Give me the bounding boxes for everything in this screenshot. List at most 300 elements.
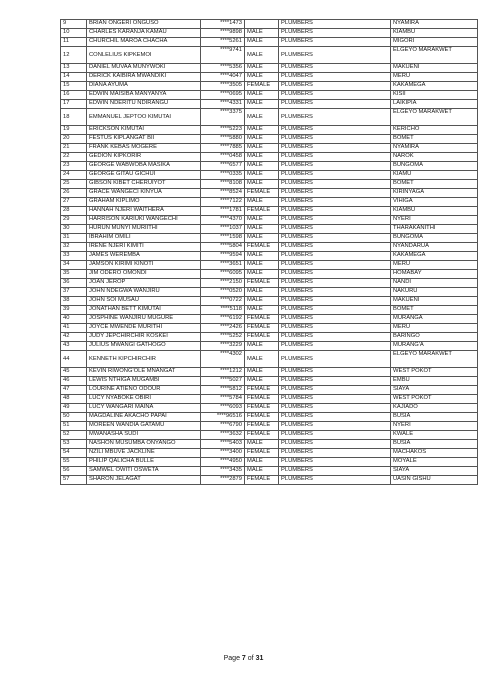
name-cell: GEORGE GITAU GICHUI — [87, 171, 201, 180]
row-number-cell: 27 — [61, 198, 87, 207]
gender-cell: FEMALE — [245, 82, 279, 91]
table-row — [61, 243, 478, 252]
gender-cell: MALE — [245, 38, 279, 47]
trade-cell: PLUMBERS — [279, 342, 391, 351]
row-number-cell: 10 — [61, 29, 87, 38]
county-cell: LAIKIPIA — [391, 100, 478, 109]
row-number-cell: 33 — [61, 252, 87, 261]
name-cell: NZILI MBUVE JACKLINE — [87, 449, 201, 458]
id-number-cell: ****6577 — [201, 162, 245, 171]
trade-cell: PLUMBERS — [279, 288, 391, 297]
name-cell: CHARLES KARANJA KAMAU — [87, 29, 201, 38]
trade-cell: PLUMBERS — [279, 351, 391, 368]
row-number-cell: 24 — [61, 171, 87, 180]
name-cell: JAMSON KIRIMI KINOTI — [87, 261, 201, 270]
id-number-cell: ****2150 — [201, 279, 245, 288]
name-cell: GEORGE WABWOBA MASIKA — [87, 162, 201, 171]
trade-cell: PLUMBERS — [279, 431, 391, 440]
county-cell: ELGEYO MARAKWET — [391, 351, 478, 368]
table-row — [61, 306, 478, 315]
county-cell: WEST POKOT — [391, 368, 478, 377]
id-number-cell: ****3505 — [201, 82, 245, 91]
name-cell: EDWIN MAISIBA MANYANYA — [87, 91, 201, 100]
table-row — [61, 368, 478, 377]
id-number-cell: ****7122 — [201, 198, 245, 207]
trade-cell: PLUMBERS — [279, 100, 391, 109]
gender-cell — [245, 20, 279, 29]
gender-cell: MALE — [245, 351, 279, 368]
gender-cell: MALE — [245, 162, 279, 171]
row-number-cell: 30 — [61, 225, 87, 234]
id-number-cell: ****8524 — [201, 189, 245, 198]
trade-cell: PLUMBERS — [279, 261, 391, 270]
trade-cell: PLUMBERS — [279, 333, 391, 342]
row-number-cell: 53 — [61, 440, 87, 449]
name-cell: PHILIP QALICHA BULLE — [87, 458, 201, 467]
county-cell: MIGORI — [391, 38, 478, 47]
row-number-cell: 17 — [61, 100, 87, 109]
table-row — [61, 458, 478, 467]
trade-cell: PLUMBERS — [279, 82, 391, 91]
id-number-cell: ****9741 — [201, 47, 245, 64]
name-cell: SHARON JELAGAT — [87, 476, 201, 485]
trade-cell: PLUMBERS — [279, 297, 391, 306]
table-row — [61, 431, 478, 440]
row-number-cell: 45 — [61, 368, 87, 377]
id-number-cell: ****5880 — [201, 135, 245, 144]
id-number-cell: ****4331 — [201, 100, 245, 109]
id-number-cell: ****5356 — [201, 64, 245, 73]
county-cell: NYAMIRA — [391, 20, 478, 29]
gender-cell: FEMALE — [245, 279, 279, 288]
table-row — [61, 47, 478, 64]
table-body — [61, 20, 478, 485]
id-number-cell: ****0335 — [201, 171, 245, 180]
table-row — [61, 342, 478, 351]
county-cell: ELGEYO MARAKWET — [391, 109, 478, 126]
table-row — [61, 207, 478, 216]
row-number-cell: 26 — [61, 189, 87, 198]
trade-cell: PLUMBERS — [279, 270, 391, 279]
row-number-cell: 22 — [61, 153, 87, 162]
gender-cell: MALE — [245, 29, 279, 38]
table-row — [61, 386, 478, 395]
county-cell: SIAYA — [391, 467, 478, 476]
id-number-cell: ****5804 — [201, 243, 245, 252]
trade-cell: PLUMBERS — [279, 126, 391, 135]
table-row — [61, 153, 478, 162]
county-cell: KIAMBU — [391, 29, 478, 38]
county-cell: MAKUENI — [391, 64, 478, 73]
table-row — [61, 109, 478, 126]
name-cell: JIM ODERO OMONDI — [87, 270, 201, 279]
trade-cell: PLUMBERS — [279, 91, 391, 100]
gender-cell: MALE — [245, 180, 279, 189]
row-number-cell: 47 — [61, 386, 87, 395]
gender-cell: MALE — [245, 225, 279, 234]
id-number-cell: ****4302 — [201, 351, 245, 368]
row-number-cell: 14 — [61, 73, 87, 82]
table-row — [61, 73, 478, 82]
county-cell: NYERI — [391, 216, 478, 225]
gender-cell: FEMALE — [245, 207, 279, 216]
row-number-cell: 50 — [61, 413, 87, 422]
id-number-cell: ****3229 — [201, 342, 245, 351]
gender-cell: MALE — [245, 234, 279, 243]
gender-cell: MALE — [245, 261, 279, 270]
gender-cell: MALE — [245, 440, 279, 449]
table-row — [61, 29, 478, 38]
row-number-cell: 11 — [61, 38, 87, 47]
gender-cell: MALE — [245, 73, 279, 82]
table-row — [61, 279, 478, 288]
row-number-cell: 55 — [61, 458, 87, 467]
table-row — [61, 467, 478, 476]
county-cell: HOMABAY — [391, 270, 478, 279]
id-number-cell: ****3375 — [201, 109, 245, 126]
name-cell: LUCY WANGARI MAINA — [87, 404, 201, 413]
trade-cell: PLUMBERS — [279, 216, 391, 225]
gender-cell: MALE — [245, 368, 279, 377]
gender-cell: MALE — [245, 467, 279, 476]
trade-cell: PLUMBERS — [279, 29, 391, 38]
county-cell: MERU — [391, 73, 478, 82]
trade-cell: PLUMBERS — [279, 153, 391, 162]
table-row — [61, 404, 478, 413]
table-row — [61, 476, 478, 485]
table-row — [61, 20, 478, 29]
id-number-cell: ****6192 — [201, 315, 245, 324]
table-row — [61, 64, 478, 73]
gender-cell: MALE — [245, 64, 279, 73]
trade-cell: PLUMBERS — [279, 109, 391, 126]
row-number-cell: 21 — [61, 144, 87, 153]
row-number-cell: 41 — [61, 324, 87, 333]
table-row — [61, 135, 478, 144]
county-cell: KERICHO — [391, 126, 478, 135]
id-number-cell: ****3435 — [201, 467, 245, 476]
gender-cell: MALE — [245, 100, 279, 109]
county-cell: THARAKANITHI — [391, 225, 478, 234]
gender-cell: MALE — [245, 270, 279, 279]
id-number-cell: ****0695 — [201, 91, 245, 100]
trade-cell: PLUMBERS — [279, 279, 391, 288]
county-cell: NANDI — [391, 279, 478, 288]
table-row — [61, 82, 478, 91]
table-row — [61, 225, 478, 234]
trade-cell: PLUMBERS — [279, 180, 391, 189]
row-number-cell: 13 — [61, 64, 87, 73]
row-number-cell: 19 — [61, 126, 87, 135]
table-row — [61, 171, 478, 180]
name-cell: FESTUS KIPLANGAT BII — [87, 135, 201, 144]
trade-cell: PLUMBERS — [279, 252, 391, 261]
gender-cell: MALE — [245, 306, 279, 315]
gender-cell: MALE — [245, 198, 279, 207]
row-number-cell: 23 — [61, 162, 87, 171]
table-row — [61, 449, 478, 458]
table-row — [61, 324, 478, 333]
county-cell: NYAMIRA — [391, 144, 478, 153]
county-cell: BUSIA — [391, 440, 478, 449]
name-cell: JAMES WEREMBA — [87, 252, 201, 261]
row-number-cell: 28 — [61, 207, 87, 216]
row-number-cell: 54 — [61, 449, 87, 458]
name-cell: JOSPHINE WANJIRU MUGURE — [87, 315, 201, 324]
table-row — [61, 144, 478, 153]
id-number-cell: ****1037 — [201, 225, 245, 234]
trade-cell: PLUMBERS — [279, 64, 391, 73]
name-cell: NASHON MUSUMBA ONYANGO — [87, 440, 201, 449]
row-number-cell: 31 — [61, 234, 87, 243]
table-row — [61, 377, 478, 386]
gender-cell: MALE — [245, 153, 279, 162]
trade-cell: PLUMBERS — [279, 47, 391, 64]
county-cell: MOYALE — [391, 458, 478, 467]
gender-cell: MALE — [245, 297, 279, 306]
table-row — [61, 216, 478, 225]
id-number-cell: ****4047 — [201, 73, 245, 82]
county-cell: BUSIA — [391, 413, 478, 422]
trade-cell: PLUMBERS — [279, 207, 391, 216]
county-cell: KAKAMEGA — [391, 82, 478, 91]
gender-cell: MALE — [245, 144, 279, 153]
row-number-cell: 51 — [61, 422, 87, 431]
county-cell: KISII — [391, 91, 478, 100]
table-row — [61, 440, 478, 449]
trade-cell: PLUMBERS — [279, 38, 391, 47]
county-cell: MAKUENI — [391, 297, 478, 306]
row-number-cell: 57 — [61, 476, 87, 485]
gender-cell: MALE — [245, 458, 279, 467]
table-row — [61, 198, 478, 207]
id-number-cell: ****2879 — [201, 476, 245, 485]
table-row — [61, 315, 478, 324]
gender-cell: MALE — [245, 377, 279, 386]
row-number-cell: 44 — [61, 351, 87, 368]
trade-cell: PLUMBERS — [279, 20, 391, 29]
trade-cell: PLUMBERS — [279, 234, 391, 243]
id-number-cell: ****9594 — [201, 252, 245, 261]
county-cell: WEST POKOT — [391, 395, 478, 404]
trade-cell: PLUMBERS — [279, 171, 391, 180]
gender-cell: MALE — [245, 216, 279, 225]
id-number-cell: ****6093 — [201, 404, 245, 413]
county-cell: NAKURU — [391, 288, 478, 297]
county-cell: KIAMBU — [391, 207, 478, 216]
id-number-cell: ****3651 — [201, 261, 245, 270]
gender-cell: FEMALE — [245, 386, 279, 395]
name-cell: ERICKSON KIMUTAI — [87, 126, 201, 135]
county-cell: BOMET — [391, 306, 478, 315]
row-number-cell: 56 — [61, 467, 87, 476]
gender-cell: FEMALE — [245, 189, 279, 198]
name-cell: CONLELIUS KIPKEMOI — [87, 47, 201, 64]
table-row — [61, 297, 478, 306]
row-number-cell: 18 — [61, 109, 87, 126]
name-cell: HARRISON KARIUKI WANGECHI — [87, 216, 201, 225]
name-cell: JULIUS MWANGI GATHOGO — [87, 342, 201, 351]
row-number-cell: 39 — [61, 306, 87, 315]
row-number-cell: 35 — [61, 270, 87, 279]
id-number-cell: ****5403 — [201, 440, 245, 449]
table-row — [61, 38, 478, 47]
table-row — [61, 413, 478, 422]
gender-cell: MALE — [245, 252, 279, 261]
table-row — [61, 189, 478, 198]
name-cell: IBRAHIM OMILI — [87, 234, 201, 243]
id-number-cell: ****4950 — [201, 458, 245, 467]
trade-cell: PLUMBERS — [279, 189, 391, 198]
row-number-cell: 20 — [61, 135, 87, 144]
id-number-cell: ****1212 — [201, 368, 245, 377]
county-cell: KIAMU — [391, 171, 478, 180]
table-row — [61, 351, 478, 368]
page-label: Page — [223, 655, 242, 662]
county-cell: MERU — [391, 261, 478, 270]
table-row — [61, 91, 478, 100]
id-number-cell: ****5261 — [201, 38, 245, 47]
gender-cell: MALE — [245, 171, 279, 180]
id-number-cell: ****8108 — [201, 180, 245, 189]
county-cell: MERU — [391, 324, 478, 333]
row-number-cell: 34 — [61, 261, 87, 270]
trade-cell: PLUMBERS — [279, 73, 391, 82]
name-cell: HANNAH NJERI WAITHERA — [87, 207, 201, 216]
county-cell: BARINGO — [391, 333, 478, 342]
name-cell: LOURINE ATIENO ODOUR — [87, 386, 201, 395]
name-cell: GRAHAM KIPLIMO — [87, 198, 201, 207]
name-cell: LUCY NYABOKE OBIRI — [87, 395, 201, 404]
county-cell: MACHAKOS — [391, 449, 478, 458]
row-number-cell: 25 — [61, 180, 87, 189]
table-row — [61, 100, 478, 109]
id-number-cell: ****5784 — [201, 395, 245, 404]
row-number-cell: 9 — [61, 20, 87, 29]
row-number-cell: 29 — [61, 216, 87, 225]
id-number-cell: ****1781 — [201, 207, 245, 216]
gender-cell: FEMALE — [245, 476, 279, 485]
name-cell: JOHN NDEGWA WANJIRU — [87, 288, 201, 297]
id-number-cell: ****1473 — [201, 20, 245, 29]
county-cell: NAROK — [391, 153, 478, 162]
table-row — [61, 333, 478, 342]
trade-cell: PLUMBERS — [279, 368, 391, 377]
county-cell: ELGEYO MARAKWET — [391, 47, 478, 64]
name-cell: JONATHAN BETT KIMUTAI — [87, 306, 201, 315]
trade-cell: PLUMBERS — [279, 243, 391, 252]
gender-cell: FEMALE — [245, 243, 279, 252]
row-number-cell: 36 — [61, 279, 87, 288]
county-cell: NYERI — [391, 422, 478, 431]
gender-cell: MALE — [245, 135, 279, 144]
name-cell: HURUN MUNYI MURIITHI — [87, 225, 201, 234]
id-number-cell: ****0458 — [201, 153, 245, 162]
name-cell: GEDION KIPKORIR — [87, 153, 201, 162]
gender-cell: FEMALE — [245, 449, 279, 458]
name-cell: DIANA AYUMA — [87, 82, 201, 91]
id-number-cell: ****6095 — [201, 270, 245, 279]
id-number-cell: ****2426 — [201, 324, 245, 333]
id-number-cell: ****9898 — [201, 29, 245, 38]
table-row — [61, 126, 478, 135]
name-cell: MOREEN WANDIA GATAMU — [87, 422, 201, 431]
trade-cell: PLUMBERS — [279, 449, 391, 458]
name-cell: EDWIN NDERITU NDIRANGU — [87, 100, 201, 109]
gender-cell: FEMALE — [245, 333, 279, 342]
id-number-cell: ****3632 — [201, 431, 245, 440]
id-number-cell: ****4370 — [201, 216, 245, 225]
trade-cell: PLUMBERS — [279, 306, 391, 315]
county-cell: KWALE — [391, 431, 478, 440]
name-cell: SAMWEL OWITI OSWETA — [87, 467, 201, 476]
trade-cell: PLUMBERS — [279, 225, 391, 234]
gender-cell: FEMALE — [245, 324, 279, 333]
trade-cell: PLUMBERS — [279, 413, 391, 422]
name-cell: DANIEL MUVAA MUNYWOKI — [87, 64, 201, 73]
trade-cell: PLUMBERS — [279, 162, 391, 171]
name-cell: JOAN JEROP — [87, 279, 201, 288]
name-cell: FRANK KEBAS MOGERE — [87, 144, 201, 153]
county-cell: MURANGA — [391, 315, 478, 324]
gender-cell: MALE — [245, 288, 279, 297]
county-cell: KAJIADO — [391, 404, 478, 413]
trade-cell: PLUMBERS — [279, 440, 391, 449]
row-number-cell: 43 — [61, 342, 87, 351]
name-cell: KENNETH KIPCHIRCHIR — [87, 351, 201, 368]
county-cell: BUNGOMA — [391, 162, 478, 171]
name-cell: EMMANUEL JEPTOO KIMUTAI — [87, 109, 201, 126]
name-cell: IRENE NJERI KIMITI — [87, 243, 201, 252]
row-number-cell: 38 — [61, 297, 87, 306]
gender-cell: FEMALE — [245, 413, 279, 422]
row-number-cell: 42 — [61, 333, 87, 342]
trade-cell: PLUMBERS — [279, 377, 391, 386]
page-of-label: of — [245, 655, 256, 662]
id-number-cell: ****5812 — [201, 386, 245, 395]
county-cell: SIAYA — [391, 386, 478, 395]
name-cell: JOYCE MWENDE MURITHI — [87, 324, 201, 333]
trade-cell: PLUMBERS — [279, 144, 391, 153]
county-cell: KIRINYAGA — [391, 189, 478, 198]
name-cell: JUDY JEPCHIRCHIR KOSKEI — [87, 333, 201, 342]
id-number-cell: ****3400 — [201, 449, 245, 458]
total-pages-number: 31 — [255, 655, 264, 662]
table-row — [61, 234, 478, 243]
row-number-cell: 49 — [61, 404, 87, 413]
county-cell: BOMET — [391, 135, 478, 144]
trade-cell: PLUMBERS — [279, 395, 391, 404]
name-cell: BRIAN ONGERI ONGUSO — [87, 20, 201, 29]
row-number-cell: 32 — [61, 243, 87, 252]
trade-cell: PLUMBERS — [279, 476, 391, 485]
table-row — [61, 261, 478, 270]
name-cell: CHURCHIL MAROA CHACHA — [87, 38, 201, 47]
name-cell: JOHN SOI MUSAU — [87, 297, 201, 306]
row-number-cell: 46 — [61, 377, 87, 386]
county-cell: KAKAMEGA — [391, 252, 478, 261]
trade-cell: PLUMBERS — [279, 324, 391, 333]
id-number-cell: ****0722 — [201, 297, 245, 306]
county-cell: MURANG'A — [391, 342, 478, 351]
plumbers-table — [60, 19, 478, 485]
name-cell: MWANASHA SUDI — [87, 431, 201, 440]
id-number-cell: ****0520 — [201, 288, 245, 297]
row-number-cell: 37 — [61, 288, 87, 297]
name-cell: LEWIS NTHIGA MUGAMBI — [87, 377, 201, 386]
gender-cell: FEMALE — [245, 404, 279, 413]
trade-cell: PLUMBERS — [279, 386, 391, 395]
